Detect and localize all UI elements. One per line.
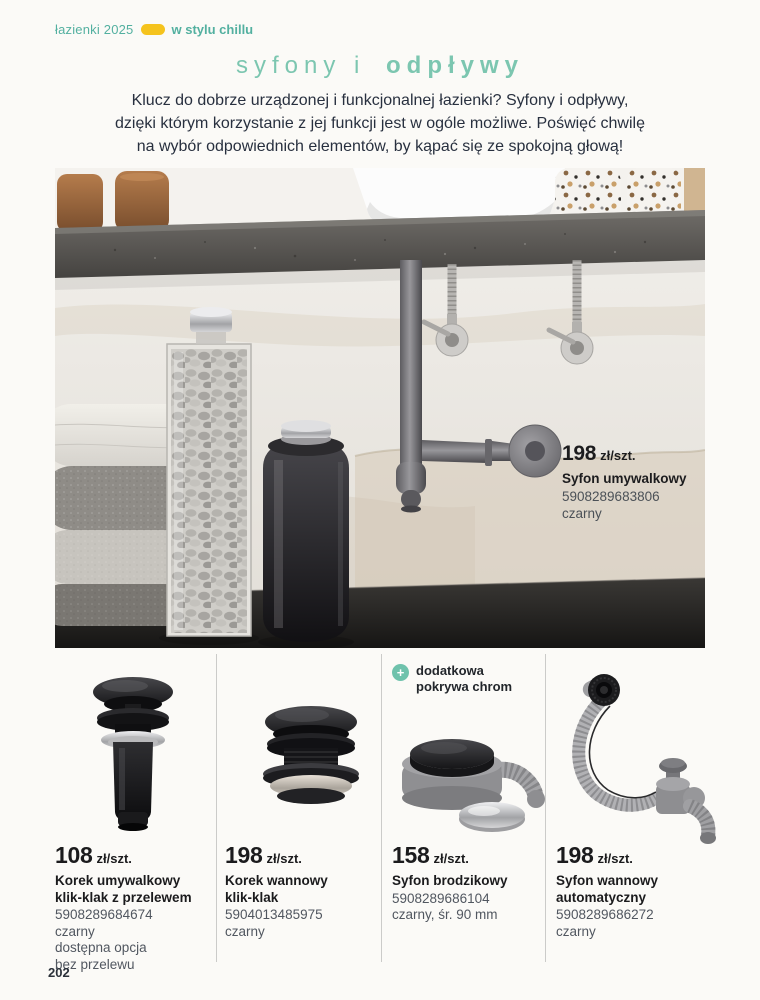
product-detail: czarny bbox=[225, 923, 265, 939]
price-row bbox=[556, 842, 714, 869]
hero-photo-art bbox=[55, 168, 705, 648]
product-name-line1: Korek umywalkowy bbox=[55, 873, 181, 888]
price-unit: zł/szt. bbox=[597, 851, 633, 866]
extra-cover-badge bbox=[392, 663, 512, 695]
product-image-korek-wannowy bbox=[236, 686, 386, 831]
hero-price-row bbox=[562, 442, 705, 466]
drain-assembly bbox=[656, 758, 716, 844]
product-price: 108 bbox=[55, 842, 93, 868]
hero-product-ean: 5908289683806 bbox=[562, 489, 660, 504]
product-info-korek-umywalkowy bbox=[55, 842, 213, 973]
product-image-korek-umywalkowy bbox=[68, 666, 198, 846]
pebble-jar bbox=[159, 307, 259, 645]
product-image-syfon-brodzikowy bbox=[390, 702, 545, 847]
overflow-head bbox=[580, 672, 620, 706]
product-detail: dostępna opcja bbox=[55, 940, 147, 955]
price-unit: zł/szt. bbox=[433, 851, 469, 866]
product-name-line1: Syfon brodzikowy bbox=[392, 873, 508, 888]
product-price: 158 bbox=[392, 842, 430, 868]
hero-product-color: czarny bbox=[562, 506, 602, 521]
product-name-line2: klik-klak bbox=[225, 889, 279, 905]
badge-text bbox=[416, 663, 512, 695]
product-info-korek-wannowy bbox=[225, 842, 383, 940]
price-row bbox=[392, 842, 550, 869]
column-divider bbox=[216, 654, 217, 962]
yellow-pill-icon bbox=[141, 24, 165, 35]
product-detail: czarny bbox=[55, 923, 95, 939]
section-title bbox=[0, 52, 760, 80]
product-info-syfon-wannowy bbox=[556, 842, 714, 940]
product-name-line2: klik-klak z przelewem bbox=[55, 889, 192, 905]
product-info-syfon-brodzikowy bbox=[392, 842, 550, 924]
product-price: 198 bbox=[556, 842, 594, 868]
product-name-line2: automatyczny bbox=[556, 889, 647, 905]
product-ean: 5908289686104 bbox=[392, 890, 490, 906]
intro-line-1: Klucz do dobrze urządzonej i funkcjonalnej łazienki? Syfony i odpływy, bbox=[131, 92, 629, 109]
product-detail: czarny bbox=[556, 923, 596, 939]
price-row bbox=[225, 842, 383, 869]
hero-price: 198 bbox=[562, 442, 597, 465]
price-row bbox=[55, 842, 213, 869]
product-detail: czarny, śr. 90 mm bbox=[392, 907, 498, 922]
catalog-tagline: w stylu chillu bbox=[171, 22, 254, 37]
catalog-name: łazienki 2025 bbox=[55, 22, 134, 37]
product-name-line1: Korek wannowy bbox=[225, 873, 328, 888]
hero-price-unit: zł/szt. bbox=[600, 448, 636, 463]
hero-product-name: Syfon umywalkowy bbox=[562, 471, 687, 486]
intro-paragraph bbox=[0, 89, 760, 158]
section-title-bold: odpływy bbox=[386, 52, 525, 79]
intro-line-2: dzięki którym korzystanie z jej funkcji jest w ogóle możliwe. Poświęć chwilę bbox=[115, 115, 645, 132]
price-unit: zł/szt. bbox=[266, 851, 302, 866]
product-ean: 5908289684674 bbox=[55, 907, 153, 922]
hero-product-info bbox=[562, 442, 705, 522]
product-name-line1: Syfon wannowy bbox=[556, 873, 659, 888]
product-price: 198 bbox=[225, 842, 263, 868]
page-number: 202 bbox=[48, 965, 70, 980]
product-detail: bez przelewu bbox=[55, 956, 135, 972]
section-title-light: syfony i bbox=[235, 52, 366, 79]
intro-line-3: na wybór odpowiednich elementów, by kąpać się ze spokojną głową! bbox=[136, 138, 624, 155]
product-ean: 5904013485975 bbox=[225, 907, 323, 922]
dark-canister bbox=[258, 420, 354, 648]
hero-photo bbox=[55, 168, 705, 648]
page-header bbox=[55, 22, 253, 37]
price-unit: zł/szt. bbox=[96, 851, 132, 866]
plus-icon: + bbox=[392, 664, 409, 681]
product-image-syfon-wannowy bbox=[552, 656, 717, 851]
product-ean: 5908289686272 bbox=[556, 907, 654, 922]
badge-line-1: dodatkowa bbox=[416, 663, 484, 678]
badge-line-2: pokrywa chrom bbox=[416, 679, 513, 694]
